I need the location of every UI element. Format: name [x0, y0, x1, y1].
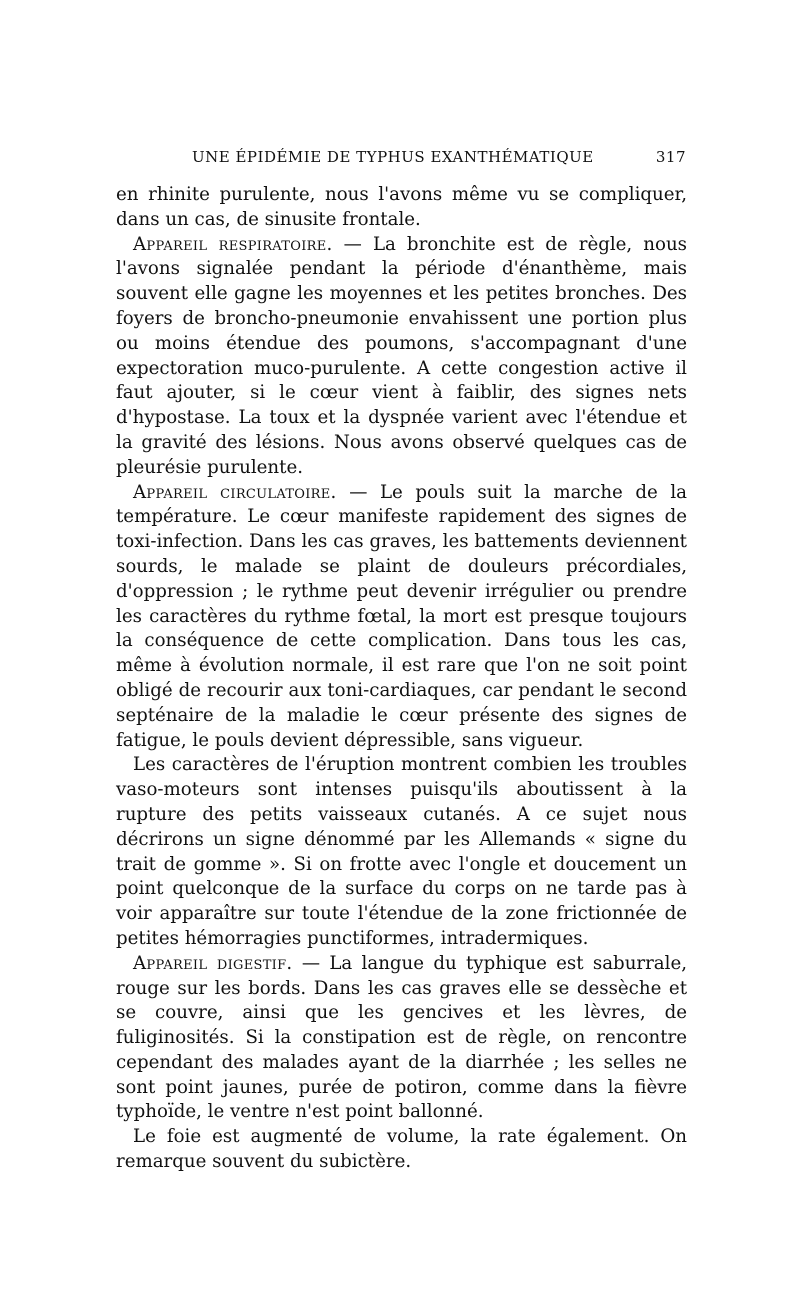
paragraph-eruption: [116, 753, 687, 951]
paragraph-respiratory: [116, 233, 687, 481]
paragraph-digestive: [116, 952, 687, 1126]
running-header: [116, 146, 686, 170]
paragraph-continuation: [116, 183, 687, 233]
paragraph-text: — La bronchite est de règle, nous l'avons signalée pendant la période d'énanthème, mais souvent elle gagne les moyennes et les petites bronches. Des foyers de broncho-pneumonie envahissent une portion plus ou moins étendue des poumons, s'accompagnant d'une expectoration muco-purulente. A cette congestion active il faut ajouter, si le cœur vient à faiblir, des signes nets d'hypostase. La toux et la dyspnée varient avec l'étendue et la gravité des lésions. Nous avons observé quelques cas de pleurésie purulente.: [116, 233, 687, 478]
paragraph-text: — Le pouls suit la marche de la température. Le cœur manifeste rapidement des signes de toxi-infection. Dans les cas graves, les battements deviennent sourds, le malade se plaint de douleurs précordiales, d'oppression ; le rythme peut devenir irrégulier ou prendre les caractères du rythme fœtal, la mort est presque toujours la conséquence de cette complication. Dans tous les cas, même à évolution normale, il est rare que l'on ne soit point obligé de recourir aux toni-cardiaques, car pendant le second septénaire de la maladie le cœur présente des signes de fatigue, le pouls devient dépressible, sans vigueur.: [116, 481, 687, 751]
paragraph-circulatory: [116, 481, 687, 754]
paragraph-text: Le foie est augmenté de volume, la rate également. On remarque souvent du subictère.: [116, 1126, 687, 1173]
body-text: [116, 183, 687, 1175]
paragraph-text: — La langue du typhique est saburrale, rouge sur les bords. Dans les cas graves elle se dessèche et se couvre, ainsi que les gencives et les lèvres, de fuliginosités. Si la constipation est de règle, on rencontre cependant des malades ayant de la diarrhée ; les selles ne sont point jaunes, purée de potiron, comme dans la fièvre typhoïde, le ventre n'est point ballonné.: [116, 952, 688, 1123]
paragraph-liver: [116, 1125, 687, 1175]
section-heading-respiratory: Appareil respiratoire.: [133, 233, 333, 255]
paragraph-text: Les caractères de l'éruption montrent combien les troubles vaso-moteurs sont intenses puisqu'ils aboutissent à la rupture des petits vaisseaux cutanés. A ce sujet nous décrirons un signe dénommé par les Allemands « signe du trait de gomme ». Si on frotte avec l'ongle et doucement un point quelconque de la surface du corps on ne tarde pas à voir apparaître sur toute l'étendue de la zone frictionnée de petites hémorragies punctiformes, intradermiques.: [116, 754, 687, 949]
section-heading-digestive: Appareil digestif.: [133, 952, 293, 974]
section-heading-circulatory: Appareil circulatoire.: [133, 481, 337, 503]
paragraph-text: en rhinite purulente, nous l'avons même vu se compliquer, dans un cas, de sinusite frontale.: [116, 184, 687, 230]
page-number: 317: [655, 148, 686, 166]
running-title: UNE ÉPIDÉMIE DE TYPHUS EXANTHÉMATIQUE: [192, 148, 594, 166]
